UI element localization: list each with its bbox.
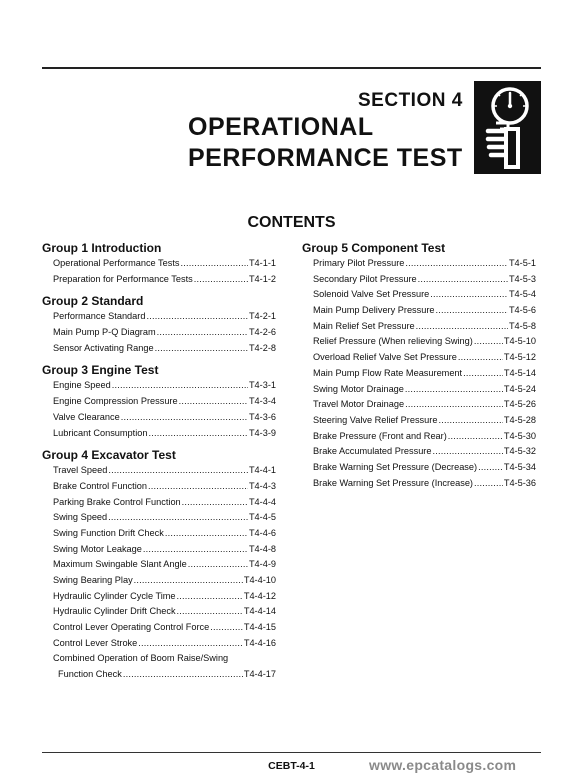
toc-entry[interactable] bbox=[42, 311, 276, 327]
group-title: Group 4 Excavator Test bbox=[42, 448, 176, 463]
toc-entry[interactable] bbox=[302, 478, 536, 494]
toc-entry-label: Swing Bearing Play bbox=[53, 575, 133, 585]
dot-leader bbox=[138, 638, 243, 648]
toc-entry-page: T4-2-8 bbox=[248, 342, 276, 353]
toc-entry[interactable] bbox=[42, 343, 276, 359]
toc-entry-page: T4-5-1 bbox=[508, 258, 536, 268]
toc-entry-label: Brake Pressure (Front and Rear) bbox=[313, 430, 447, 441]
toc-entry[interactable] bbox=[42, 497, 276, 513]
toc-entry[interactable] bbox=[42, 465, 276, 481]
toc-entry-label: Main Pump Flow Rate Measurement bbox=[313, 367, 463, 378]
toc-entry-page: T4-5-36 bbox=[503, 477, 536, 488]
dot-leader bbox=[121, 412, 248, 422]
dot-leader bbox=[177, 606, 243, 616]
toc-entry-page: T4-3-4 bbox=[248, 396, 276, 407]
dot-leader bbox=[177, 591, 243, 601]
toc-entry-page: T4-4-6 bbox=[248, 527, 276, 538]
toc-entry[interactable] bbox=[302, 305, 536, 321]
toc-entry-page: T4-4-16 bbox=[243, 637, 276, 648]
toc-entry-page: T4-5-10 bbox=[503, 336, 536, 347]
toc-entry[interactable] bbox=[42, 544, 276, 560]
toc-entry-page: T4-4-12 bbox=[243, 590, 276, 601]
toc-entry-page: T4-5-24 bbox=[503, 383, 536, 394]
toc-entry[interactable] bbox=[42, 380, 276, 396]
section-label: SECTION 4 bbox=[358, 90, 463, 111]
toc-entry-page: T4-4-10 bbox=[243, 575, 276, 585]
dot-leader bbox=[474, 478, 503, 488]
bottom-rule bbox=[42, 752, 541, 753]
toc-entry-label: Sensor Activating Range bbox=[53, 342, 154, 353]
dot-leader bbox=[188, 559, 248, 569]
toc-entry-label: Travel Motor Drainage bbox=[313, 399, 405, 410]
dot-leader bbox=[148, 428, 247, 438]
toc-entry-label: Lubricant Consumption bbox=[53, 427, 148, 438]
toc-entry-label: Maximum Swingable Slant Angle bbox=[53, 559, 187, 570]
toc-entry[interactable] bbox=[302, 415, 536, 431]
dot-leader bbox=[180, 258, 247, 268]
toc-entry[interactable] bbox=[42, 669, 276, 685]
toc-entry[interactable] bbox=[302, 446, 536, 462]
toc-entry[interactable] bbox=[42, 575, 276, 591]
toc-entry-page: T4-4-15 bbox=[243, 622, 276, 633]
toc-entry-page: T4-3-6 bbox=[248, 411, 276, 422]
toc-entry-label: Travel Speed bbox=[53, 465, 108, 476]
toc-entry-label: Combined Operation of Boom Raise/Swing bbox=[53, 653, 229, 664]
toc-entry[interactable] bbox=[302, 462, 536, 478]
toc-entry-page: T4-1-1 bbox=[248, 258, 276, 268]
toc-entry-page: T4-4-9 bbox=[248, 559, 276, 570]
toc-entry-label: Overload Relief Valve Set Pressure bbox=[313, 352, 457, 363]
group-title: Group 2 Standard bbox=[42, 294, 144, 309]
dot-leader bbox=[155, 343, 248, 353]
toc-entry-label: Parking Brake Control Function bbox=[53, 496, 181, 507]
dot-leader bbox=[432, 446, 502, 456]
group-title: Group 5 Component Test bbox=[302, 241, 446, 255]
toc-entry-page: T4-4-1 bbox=[248, 465, 276, 476]
toc-entry-page: T4-5-6 bbox=[508, 305, 536, 316]
dot-leader bbox=[448, 431, 503, 441]
dot-leader bbox=[108, 512, 248, 522]
toc-entry-page: T4-5-34 bbox=[503, 461, 536, 472]
toc-entry[interactable] bbox=[302, 336, 536, 352]
dot-leader bbox=[182, 497, 248, 507]
toc-entry-label: Steering Valve Relief Pressure bbox=[313, 414, 438, 425]
toc-entry-label: Swing Motor Leakage bbox=[53, 543, 142, 554]
dot-leader bbox=[112, 380, 248, 390]
toc-entry-label: Control Lever Stroke bbox=[53, 637, 138, 648]
toc-entry-label: Preparation for Performance Tests bbox=[53, 273, 193, 284]
toc-entry-label: Brake Control Function bbox=[53, 480, 147, 491]
dot-leader bbox=[463, 368, 503, 378]
dot-leader bbox=[165, 528, 248, 538]
dot-leader bbox=[458, 352, 503, 362]
toc-entry-page: T4-1-2 bbox=[248, 273, 276, 284]
dot-leader bbox=[436, 305, 508, 315]
toc-entry-page: T4-5-28 bbox=[503, 414, 536, 425]
page-title-line-2: PERFORMANCE TEST bbox=[188, 144, 463, 172]
toc-entry[interactable] bbox=[42, 606, 276, 622]
toc-entry-page: T4-5-8 bbox=[508, 320, 536, 331]
toc-entry-label: Brake Accumulated Pressure bbox=[313, 446, 432, 457]
toc-entry[interactable] bbox=[42, 512, 276, 528]
toc-entry[interactable] bbox=[42, 327, 276, 343]
toc-entry[interactable] bbox=[42, 412, 276, 428]
toc-entry-label: Control Lever Operating Control Force bbox=[53, 622, 210, 633]
dot-leader bbox=[194, 274, 248, 284]
toc-entry[interactable] bbox=[42, 653, 276, 669]
toc-entry-page: T4-2-6 bbox=[248, 327, 276, 338]
dot-leader bbox=[478, 462, 503, 472]
toc-entry-page: T4-5-26 bbox=[503, 399, 536, 410]
toc-entry-label: Swing Motor Drainage bbox=[313, 383, 404, 394]
toc-entry[interactable] bbox=[42, 274, 276, 290]
dot-leader bbox=[146, 311, 248, 321]
toc-entry-page: T4-2-1 bbox=[248, 311, 276, 322]
toc-entry[interactable] bbox=[42, 591, 276, 607]
toc-entry-label: Operational Performance Tests bbox=[53, 258, 180, 268]
toc-entry[interactable] bbox=[302, 399, 536, 415]
dot-leader bbox=[430, 289, 508, 299]
toc-entry-page: T4-4-3 bbox=[248, 480, 276, 491]
toc-entry[interactable] bbox=[42, 481, 276, 497]
top-rule bbox=[42, 67, 541, 69]
toc-entry-page: T4-5-12 bbox=[503, 352, 536, 363]
dot-leader bbox=[134, 575, 243, 585]
dot-leader bbox=[438, 415, 502, 425]
toc-entry-label: Swing Function Drift Check bbox=[53, 527, 164, 538]
group-title: Group 1 Introduction bbox=[42, 241, 162, 255]
toc-entry-label: Secondary Pilot Pressure bbox=[313, 273, 417, 284]
toc-entry-label: Brake Warning Set Pressure (Decrease) bbox=[313, 461, 478, 472]
toc-entry-label: Primary Pilot Pressure bbox=[313, 258, 405, 268]
toc-entry-page: T4-5-14 bbox=[503, 367, 536, 378]
dot-leader bbox=[179, 396, 248, 406]
toc-entry[interactable] bbox=[42, 622, 276, 638]
toc-entry-page: T4-3-1 bbox=[248, 380, 276, 391]
toc-entry[interactable] bbox=[42, 638, 276, 654]
toc-entry[interactable] bbox=[302, 289, 536, 305]
toc-entry-page: T4-5-3 bbox=[508, 273, 536, 284]
toc-entry-label: Hydraulic Cylinder Drift Check bbox=[53, 606, 176, 617]
toc-entry-label: Engine Speed bbox=[53, 380, 111, 391]
toc-entry-label: Performance Standard bbox=[53, 311, 146, 322]
dot-leader bbox=[405, 384, 503, 394]
toc-entry-label: Hydraulic Cylinder Cycle Time bbox=[53, 590, 176, 601]
toc-entry-page: T4-4-14 bbox=[243, 606, 276, 617]
toc-left-column bbox=[42, 236, 276, 685]
toc-entry-label: Brake Warning Set Pressure (Increase) bbox=[313, 477, 473, 488]
dot-leader bbox=[405, 258, 508, 268]
toc-entry[interactable] bbox=[302, 384, 536, 400]
dot-leader bbox=[416, 321, 508, 331]
toc-entry-label: Solenoid Valve Set Pressure bbox=[313, 289, 430, 300]
toc-entry-page: T4-4-4 bbox=[248, 496, 276, 507]
dot-leader bbox=[405, 399, 503, 409]
toc-entry-page: T4-5-4 bbox=[508, 289, 536, 300]
dot-leader bbox=[143, 544, 248, 554]
dot-leader bbox=[148, 481, 248, 491]
group-title: Group 3 Engine Test bbox=[42, 363, 159, 378]
toc-entry[interactable] bbox=[42, 528, 276, 544]
toc-entry-label: Valve Clearance bbox=[53, 411, 120, 422]
toc-entry-label: Main Pump Delivery Pressure bbox=[313, 305, 435, 316]
toc-entry-label: Main Relief Set Pressure bbox=[313, 320, 415, 331]
toc-entry-page: T4-3-9 bbox=[248, 427, 276, 438]
toc-entry-label: Function Check bbox=[58, 669, 122, 680]
watermark: www.epcatalogs.com bbox=[369, 757, 517, 773]
dot-leader bbox=[123, 669, 243, 679]
toc-entry-page: T4-4-5 bbox=[248, 512, 276, 523]
contents-heading: CONTENTS bbox=[247, 214, 336, 231]
toc-entry-label: Main Pump P-Q Diagram bbox=[53, 327, 156, 338]
toc-entry[interactable] bbox=[302, 258, 536, 274]
toc-entry-page: T4-4-17 bbox=[243, 669, 276, 680]
toc-right-column bbox=[302, 236, 536, 493]
dot-leader bbox=[157, 327, 248, 337]
toc-entry[interactable] bbox=[42, 258, 276, 274]
toc-entry[interactable] bbox=[302, 431, 536, 447]
toc-entry-page: T4-5-32 bbox=[503, 446, 536, 457]
toc-entry-label: Swing Speed bbox=[53, 512, 108, 523]
toc-entry[interactable] bbox=[42, 396, 276, 412]
toc-entry-page: T4-5-30 bbox=[503, 430, 536, 441]
toc-entry-label: Relief Pressure (When relieving Swing) bbox=[313, 336, 473, 347]
page-title-line-1: OPERATIONAL bbox=[188, 113, 374, 141]
pressure-gauge-hand-icon bbox=[474, 81, 541, 174]
toc-entry[interactable] bbox=[42, 559, 276, 575]
toc-entry[interactable] bbox=[42, 428, 276, 444]
dot-leader bbox=[108, 465, 248, 475]
toc-entry-label: Engine Compression Pressure bbox=[53, 396, 178, 407]
toc-entry[interactable] bbox=[302, 274, 536, 290]
dot-leader bbox=[210, 622, 243, 632]
toc-entry-page: T4-4-8 bbox=[248, 543, 276, 554]
toc-entry[interactable] bbox=[302, 352, 536, 368]
dot-leader bbox=[418, 274, 508, 284]
toc-entry[interactable] bbox=[302, 321, 536, 337]
toc-entry[interactable] bbox=[302, 368, 536, 384]
dot-leader bbox=[474, 336, 503, 346]
page-code: CEBT-4-1 bbox=[268, 760, 315, 772]
